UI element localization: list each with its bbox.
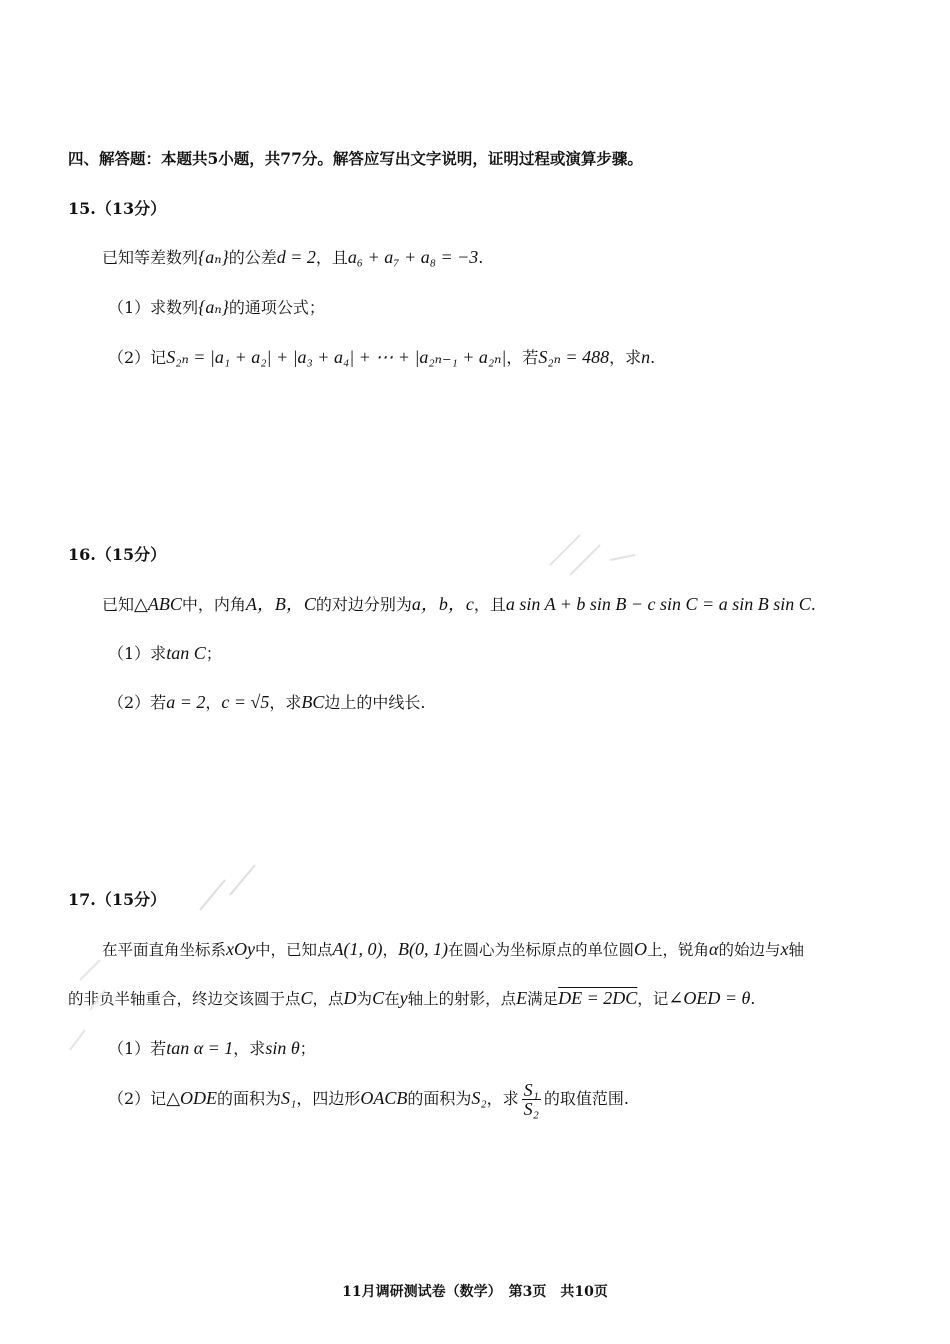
q16-stem-mid: 中，内角 <box>181 595 246 614</box>
q16-stem <box>102 593 816 616</box>
q15-common-difference: d = 2 <box>276 247 316 267</box>
q15-part1-pre: （1）求数列 <box>108 298 199 317</box>
q17-line2 <box>68 987 755 1010</box>
q17-part2-mid3: 的面积为 <box>407 1089 472 1108</box>
fraction-denominator: S₂ <box>523 1099 539 1119</box>
q15-part2 <box>108 346 655 369</box>
q17-l2-end: . <box>750 990 756 1008</box>
q17-part2 <box>108 1078 629 1119</box>
q16-period: . <box>810 595 816 614</box>
q17-point-a: A(1, 0) <box>332 939 383 959</box>
scan-smudge-2 <box>190 850 270 920</box>
q17-point-c: C <box>300 988 313 1008</box>
q16-part2-end: 边上的中线长. <box>324 693 426 712</box>
q17-line1 <box>102 938 804 961</box>
q15-title: 15.（13分） <box>68 199 167 218</box>
q17-part1-pre: （1）若 <box>108 1039 167 1058</box>
q17-l2-b: ，点 <box>312 990 344 1008</box>
page-footer: 11月调研测试卷（数学） 第3页 共10页 <box>342 1284 608 1300</box>
q17-title: 17.（15分） <box>68 890 167 909</box>
q17-l1-f: 的始边与 <box>718 941 781 959</box>
q15-part2-var: n <box>641 347 651 367</box>
q17-part2-quad: OACB <box>360 1088 408 1108</box>
q16-part2-pre: （2）若 <box>108 693 167 712</box>
q16-condition: a sin A + b sin B − c sin C = a sin B sin C <box>505 594 811 614</box>
q17-point-d: D <box>343 988 357 1008</box>
section-heading: 四、解答题：本题共5小题，共77分。解答应写出文字说明，证明过程或演算步骤。 <box>68 149 643 168</box>
q16-part2-post: ，求 <box>269 693 302 712</box>
q17-part2-mid2: ，四边形 <box>296 1089 361 1108</box>
q16-stem-mid2: 的对边分别为 <box>315 595 412 614</box>
q17-part2-end: 的取值范围. <box>543 1089 629 1108</box>
q17-circle-o: O <box>634 939 648 959</box>
q16-sides: a，b，c <box>411 594 474 614</box>
q15-part1-sequence: {aₙ} <box>198 297 229 317</box>
q17-vector-eq: DE = 2DC <box>558 988 638 1008</box>
q17-l1-g: 轴 <box>788 941 805 959</box>
q16-stem-mid3: ，且 <box>473 595 506 614</box>
q17-l2-c: 为 <box>356 990 373 1008</box>
q16-triangle: △ABC <box>134 594 182 614</box>
q17-l1-a: 在平面直角坐标系 <box>102 941 227 959</box>
q15-part2-pre: （2）记 <box>108 348 167 367</box>
q17-part1 <box>108 1037 316 1060</box>
q15-part2-condition: S₂ₙ = 488 <box>538 347 610 367</box>
q17-part1-mid: ，求 <box>233 1039 266 1058</box>
q16-stem-pre: 已知 <box>102 595 135 614</box>
fraction-numerator: S₁ <box>523 1080 539 1100</box>
q15-part2-formula: S₂ₙ = |a₁ + a₂| + |a₃ + a₄| + ⋯ + |a₂ₙ₋₁ + a₂ₙ| <box>166 347 507 367</box>
q15-part2-mid: ，若 <box>506 348 539 367</box>
q16-part1-expr: tan C <box>166 643 206 663</box>
q16-title: 16.（15分） <box>68 545 167 564</box>
q15-stem <box>102 246 483 269</box>
q17-part1-end: ； <box>299 1039 316 1058</box>
q17-part1-expr: sin θ <box>265 1038 300 1058</box>
q17-angle: ∠OED = θ <box>668 988 751 1008</box>
q17-l2-f: 满足 <box>527 990 559 1008</box>
q15-part2-post: ，求 <box>609 348 642 367</box>
q16-angles: A，B，C <box>245 594 316 614</box>
q17-l2-d: 在 <box>384 990 400 1008</box>
q17-y: y <box>399 988 408 1008</box>
q17-l2-g: ，记 <box>637 990 669 1008</box>
q16-part2 <box>108 691 426 714</box>
scan-smudge-3 <box>60 950 120 1060</box>
q17-part2-mid: 的面积为 <box>217 1089 282 1108</box>
q17-part2-pre: （2）记 <box>108 1089 167 1108</box>
q16-part1-pre: （1）求 <box>108 644 167 663</box>
q17-part2-triangle: △ODE <box>166 1088 218 1108</box>
q17-x: x <box>780 939 789 959</box>
q16-part2-a: a = 2 <box>166 692 206 712</box>
q17-part2-mid4: ，求 <box>486 1089 519 1108</box>
q17-point-c2: C <box>372 988 385 1008</box>
q17-l1-c: ， <box>382 941 399 959</box>
q15-part2-end: . <box>650 348 656 367</box>
q17-part2-fraction <box>522 1081 541 1118</box>
q15-period: . <box>478 248 484 267</box>
q17-l1-xoy: xOy <box>226 939 255 959</box>
q15-part1-post: 的通项公式； <box>228 298 325 317</box>
q17-alpha: α <box>709 939 719 959</box>
q15-part1 <box>108 296 325 319</box>
q17-part2-s1: S₁ <box>281 1088 297 1108</box>
q17-l1-e: 上，锐角 <box>647 941 710 959</box>
q17-point-b: B(0, 1) <box>398 939 448 959</box>
q16-part1-end: ； <box>205 644 222 663</box>
q17-part1-cond: tan α = 1 <box>166 1038 234 1058</box>
scan-smudge <box>540 515 650 585</box>
q15-comma: ，且 <box>315 248 348 267</box>
q17-l2-a: 的非负半轴重合，终边交该圆于点 <box>68 990 301 1008</box>
q16-part1 <box>108 642 222 665</box>
q17-l1-d: 在圆心为坐标原点的单位圆 <box>448 941 635 959</box>
q15-stem-pre: 已知等差数列 <box>102 248 199 267</box>
q16-part2-sep: ， <box>205 693 222 712</box>
q17-l2-e: 轴上的射影，点 <box>407 990 517 1008</box>
q17-l1-b: 中，已知点 <box>255 941 333 959</box>
q17-point-e: E <box>516 988 528 1008</box>
q16-part2-c: c = √5 <box>221 692 270 712</box>
q17-part2-s2: S₂ <box>471 1088 487 1108</box>
q15-sequence: {aₙ} <box>198 247 229 267</box>
q16-part2-bc: BC <box>301 692 325 712</box>
q15-stem-mid: 的公差 <box>228 248 277 267</box>
q15-sum-condition: a₆ + a₇ + a₈ = −3 <box>347 247 479 267</box>
